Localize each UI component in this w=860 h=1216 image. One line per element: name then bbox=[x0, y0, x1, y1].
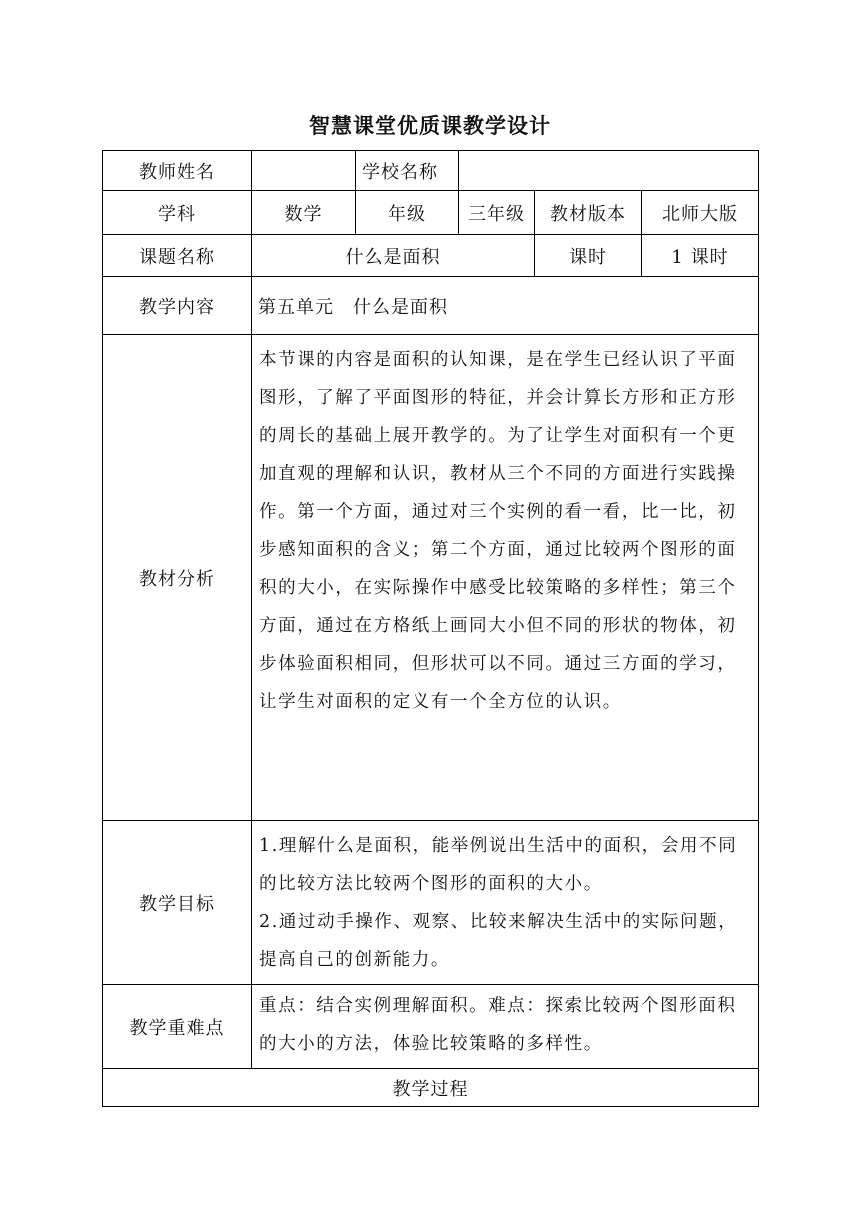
grade-value: 三年级 bbox=[459, 191, 535, 235]
teacher-name-value bbox=[252, 151, 356, 191]
goal-item-2: 2.通过动手操作、观察、比较来解决生活中的实际问题，提高自己的创新能力。 bbox=[259, 912, 738, 970]
period-value: 1 课时 bbox=[642, 235, 759, 277]
teacher-row bbox=[103, 151, 759, 191]
subject-label: 学科 bbox=[103, 191, 252, 235]
goals-cell bbox=[252, 821, 759, 985]
process-row bbox=[103, 1069, 759, 1107]
edition-label: 教材版本 bbox=[535, 191, 642, 235]
key-points-text: 重点：结合实例理解面积。难点：探索比较两个图形面积的大小的方法，体验比较策略的多样性。 bbox=[252, 985, 759, 1069]
topic-value: 什么是面积 bbox=[252, 235, 535, 277]
subject-row bbox=[103, 191, 759, 235]
analysis-row bbox=[103, 335, 759, 821]
subject-value: 数学 bbox=[252, 191, 356, 235]
content-value: 第五单元 什么是面积 bbox=[252, 277, 759, 335]
school-name-value bbox=[459, 151, 759, 191]
grade-label: 年级 bbox=[356, 191, 459, 235]
topic-row bbox=[103, 235, 759, 277]
goal-item-1: 1.理解什么是面积，能举例说出生活中的面积，会用不同的比较方法比较两个图形的面积的大小。 bbox=[259, 836, 738, 894]
teacher-name-label: 教师姓名 bbox=[103, 151, 252, 191]
school-name-label: 学校名称 bbox=[356, 151, 459, 191]
goals-label: 教学目标 bbox=[103, 821, 252, 985]
analysis-label: 教材分析 bbox=[103, 335, 252, 821]
page-title: 智慧课堂优质课教学设计 bbox=[309, 114, 551, 138]
goals-row bbox=[103, 821, 759, 985]
key-points-label: 教学重难点 bbox=[103, 985, 252, 1069]
edition-value: 北师大版 bbox=[642, 191, 759, 235]
analysis-text: 本节课的内容是面积的认知课，是在学生已经认识了平面图形，了解了平面图形的特征，并会计算长方形和正方形的周长的基础上展开教学的。为了让学生对面积有一个更加直观的理解和认识，教材从三个不同的方面进行实践操作。第一个方面，通过对三个实例的看一看，比一比，初步感知面积的含义；第二个方面，通过比较两个图形的面积的大小，在实际操作中感受比较策略的多样性；第三个方面，通过在方格纸上画同大小但不同的形状的物体，初步体验面积相同，但形状可以不同。通过三方面的学习，让学生对面积的定义有一个全方位的认识。 bbox=[252, 335, 759, 821]
period-label: 课时 bbox=[535, 235, 642, 277]
content-row bbox=[103, 277, 759, 335]
key-points-row bbox=[103, 985, 759, 1069]
process-heading: 教学过程 bbox=[103, 1069, 759, 1107]
lesson-plan-table bbox=[102, 150, 759, 1107]
content-label: 教学内容 bbox=[103, 277, 252, 335]
topic-label: 课题名称 bbox=[103, 235, 252, 277]
